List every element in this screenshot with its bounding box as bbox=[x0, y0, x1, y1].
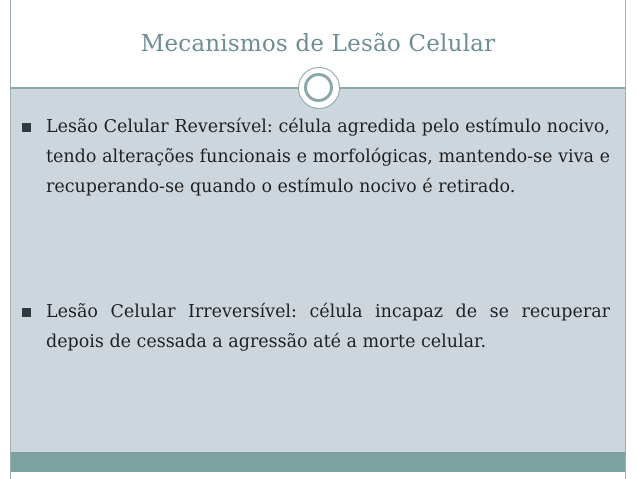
bullet-item-reversible bbox=[22, 112, 610, 202]
bullet-item-irreversible bbox=[22, 297, 610, 357]
square-bullet-icon bbox=[22, 308, 31, 317]
bullet-text-reversible: Lesão Celular Reversível: célula agredida pelo estímulo nocivo, tendo alterações funcionais e morfológicas, mantendo-se viva e recuperando-se quando o estímulo nocivo é retirado. bbox=[46, 117, 610, 197]
divider-circle-ornament bbox=[298, 67, 340, 109]
slide-title: Mecanismos de Lesão Celular bbox=[140, 31, 496, 57]
bullet-text-irreversible: Lesão Celular Irreversível: célula incapaz de se recuperar depois de cessada a agressão até a morte celular. bbox=[46, 302, 610, 352]
divider-circle-inner bbox=[304, 73, 333, 102]
footer-bar bbox=[11, 452, 625, 472]
square-bullet-icon bbox=[22, 123, 31, 132]
